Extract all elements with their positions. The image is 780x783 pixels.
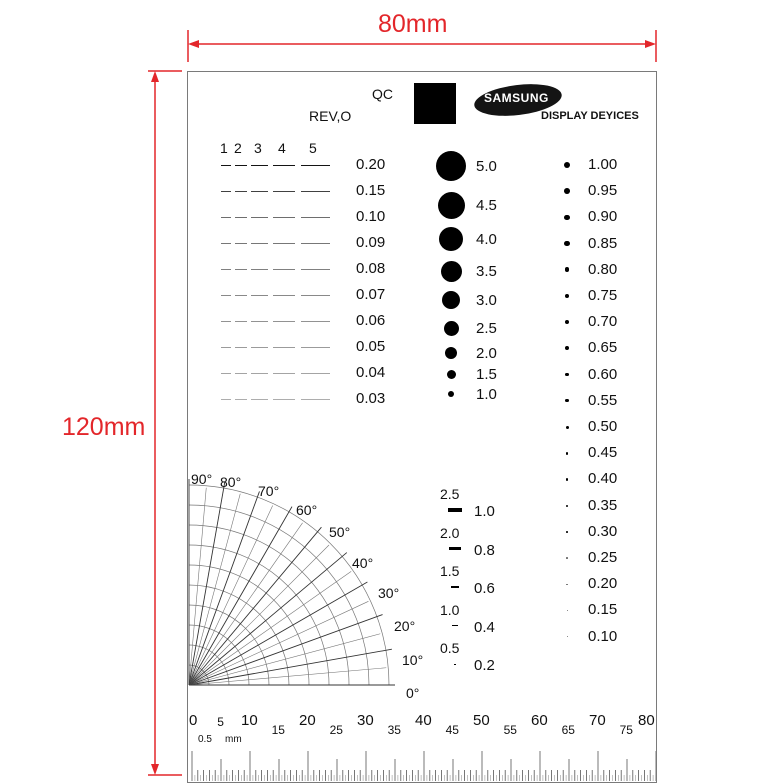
ruler-major-label: 30 — [357, 712, 374, 729]
bar-gauge-bar — [452, 625, 458, 627]
small-dot — [565, 320, 569, 324]
line-gauge-segment — [221, 243, 231, 244]
bar-length-label: 1.0 — [440, 601, 460, 618]
large-dot-label: 2.0 — [476, 345, 497, 362]
line-gauge-segment — [301, 321, 330, 322]
protractor-angle-label: 10° — [402, 652, 424, 668]
line-gauge-segment — [273, 191, 295, 192]
line-gauge-segment — [301, 191, 330, 192]
line-gauge-segment — [235, 191, 247, 192]
protractor-angle-label: 0° — [406, 685, 420, 701]
line-gauge-segment — [221, 269, 231, 270]
small-dot-label: 0.55 — [588, 391, 618, 409]
line-gauge-segment — [221, 373, 231, 374]
ruler-minor-label: 35 — [387, 723, 401, 737]
large-dot — [447, 370, 456, 379]
line-gauge-segment — [273, 373, 295, 374]
ruler-major-label: 10 — [241, 712, 258, 729]
small-dot — [566, 505, 568, 507]
large-dot-label: 3.0 — [476, 292, 497, 309]
ruler-minor-label: 5 — [217, 715, 224, 729]
bar-length-label: 1.5 — [440, 563, 460, 579]
protractor-angle-label: 50° — [329, 524, 351, 540]
line-gauge-segment — [235, 217, 247, 218]
ruler-minor-label: 75 — [619, 723, 633, 737]
ruler-unit-label: mm — [225, 734, 242, 745]
large-dot — [444, 321, 459, 336]
small-dot — [567, 636, 568, 637]
small-dot — [564, 188, 570, 194]
small-dot-label: 0.80 — [588, 260, 618, 278]
small-dot-label: 0.15 — [588, 601, 618, 619]
bar-width-label: 0.8 — [474, 541, 495, 559]
small-dot — [566, 478, 568, 480]
ruler-minor-label: 65 — [561, 723, 575, 737]
ruler-minor-label: 25 — [329, 723, 343, 737]
small-dot-label: 1.00 — [588, 156, 618, 173]
line-gauge-segment — [273, 165, 295, 166]
small-dot — [566, 426, 569, 429]
small-dot-label: 0.65 — [588, 339, 618, 357]
line-gauge-segment — [301, 217, 330, 218]
line-gauge-segment — [235, 321, 247, 322]
brand-subtitle: DISPLAY DEYICES — [541, 110, 639, 122]
line-gauge-segment — [273, 243, 295, 244]
width-dimension-label: 80mm — [378, 10, 448, 38]
small-dot-label: 0.25 — [588, 549, 618, 566]
line-gauge-segment — [301, 399, 330, 400]
line-gauge-segment — [235, 269, 247, 270]
small-dot-label: 0.20 — [588, 575, 618, 593]
bar-gauge-bar — [449, 547, 460, 551]
ruler-major-label: 50 — [473, 712, 490, 729]
small-dot-label: 0.50 — [588, 418, 618, 435]
line-gauge-segment — [221, 165, 231, 166]
height-dimension-label: 120mm — [62, 413, 146, 441]
ruler-minor-label: 55 — [503, 723, 517, 737]
large-dot — [445, 347, 457, 359]
line-gauge-segment — [251, 269, 268, 270]
small-dot-label: 0.10 — [588, 627, 618, 645]
line-gauge-column-header: 2 — [234, 140, 242, 156]
small-dot — [566, 452, 569, 455]
large-dot-label: 1.5 — [476, 366, 497, 383]
line-gauge-column-header: 5 — [309, 140, 317, 156]
line-gauge-segment — [251, 191, 268, 192]
line-gauge-column-header: 3 — [254, 140, 262, 156]
line-gauge-segment — [251, 347, 268, 348]
line-gauge-segment — [251, 243, 268, 244]
line-gauge-segment — [251, 217, 268, 218]
bar-gauge-bar — [448, 508, 462, 513]
small-dot — [566, 531, 568, 533]
large-dot-label: 5.0 — [476, 158, 497, 175]
line-gauge-width-label: 0.08 — [356, 260, 386, 277]
line-gauge-segment — [251, 399, 268, 400]
line-gauge-segment — [221, 321, 231, 322]
line-gauge-width-label: 0.20 — [356, 156, 386, 173]
protractor-chart — [188, 458, 428, 698]
line-gauge-segment — [301, 269, 330, 270]
line-gauge-width-label: 0.06 — [356, 312, 386, 329]
ruler-major-label: 40 — [415, 712, 432, 729]
line-gauge-segment — [221, 399, 231, 400]
line-gauge-segment — [235, 243, 247, 244]
revision-label: REV,O — [309, 108, 352, 124]
bar-length-label: 2.0 — [440, 524, 460, 541]
large-dot — [438, 192, 465, 219]
protractor-ray — [189, 494, 240, 685]
ruler-minor-label: 15 — [271, 723, 285, 737]
protractor-angle-label: 70° — [258, 483, 280, 499]
line-gauge-width-label: 0.10 — [356, 208, 386, 225]
line-gauge-segment — [235, 295, 247, 296]
small-dot-label: 0.70 — [588, 313, 618, 331]
line-gauge-segment — [301, 347, 330, 348]
line-gauge-segment — [273, 321, 295, 322]
line-gauge-segment — [301, 373, 330, 374]
bar-gauge-bar — [451, 586, 459, 589]
small-dot-label: 0.30 — [588, 522, 618, 540]
qc-stamp-box — [414, 83, 456, 124]
protractor-ray — [189, 634, 380, 685]
small-dot — [565, 373, 569, 377]
line-gauge-segment — [273, 399, 295, 400]
bar-length-label: 2.5 — [440, 486, 460, 502]
line-gauge-segment — [251, 165, 268, 166]
ruler-major-label: 70 — [589, 712, 606, 729]
bar-width-label: 1.0 — [474, 503, 495, 520]
ruler-minor-label: 45 — [445, 723, 459, 737]
line-gauge-width-label: 0.03 — [356, 390, 386, 407]
bar-width-label: 0.2 — [474, 657, 495, 674]
protractor-angle-label: 60° — [296, 502, 318, 518]
line-gauge-width-label: 0.04 — [356, 364, 386, 381]
large-dot — [448, 391, 454, 397]
protractor-angle-label: 90° — [191, 471, 213, 487]
line-gauge-width-label: 0.07 — [356, 286, 386, 303]
ruler-major-label: 60 — [531, 712, 548, 729]
line-gauge-segment — [273, 217, 295, 218]
small-dot-label: 0.35 — [588, 496, 618, 514]
line-gauge-segment — [301, 165, 330, 166]
large-dot — [442, 291, 460, 309]
line-gauge-segment — [221, 191, 231, 192]
small-dot — [566, 557, 568, 559]
large-dot — [439, 227, 463, 251]
line-gauge-segment — [235, 373, 247, 374]
line-gauge-segment — [301, 243, 330, 244]
large-dot — [441, 261, 462, 282]
line-gauge-segment — [221, 217, 231, 218]
line-gauge-width-label: 0.05 — [356, 338, 386, 355]
small-dot-label: 0.95 — [588, 182, 618, 200]
line-gauge-segment — [273, 295, 295, 296]
bar-gauge-bar — [454, 664, 457, 665]
line-gauge-segment — [235, 399, 247, 400]
line-gauge-segment — [221, 347, 231, 348]
line-gauge-segment — [251, 295, 268, 296]
inspection-card — [187, 71, 657, 783]
small-dot — [566, 584, 567, 585]
large-dot-label: 4.0 — [476, 231, 497, 248]
line-gauge-segment — [301, 295, 330, 296]
small-dot-label: 0.75 — [588, 287, 618, 304]
small-dot — [565, 294, 570, 299]
ruler-major-label: 80 — [638, 712, 655, 729]
small-dot-label: 0.85 — [588, 234, 618, 252]
line-gauge-segment — [273, 269, 295, 270]
ruler-subdivision-label: 0.5 — [198, 734, 212, 745]
large-dot-label: 4.5 — [476, 197, 497, 214]
line-gauge-segment — [235, 347, 247, 348]
line-gauge-width-label: 0.15 — [356, 182, 386, 199]
large-dot-label: 3.5 — [476, 263, 497, 280]
large-dot — [436, 151, 466, 181]
small-dot — [567, 610, 568, 611]
small-dot — [565, 399, 568, 402]
protractor-ray — [189, 601, 368, 685]
protractor-angle-label: 40° — [352, 555, 374, 571]
small-dot-label: 0.40 — [588, 470, 618, 488]
line-gauge-width-label: 0.09 — [356, 234, 386, 251]
large-dot-label: 2.5 — [476, 320, 497, 337]
small-dot — [565, 346, 569, 350]
small-dot — [564, 215, 569, 220]
large-dot-label: 1.0 — [476, 386, 497, 403]
line-gauge-segment — [221, 295, 231, 296]
line-gauge-segment — [235, 165, 247, 166]
line-gauge-segment — [251, 321, 268, 322]
protractor-ray — [189, 506, 273, 685]
mm-ruler — [188, 722, 656, 782]
small-dot — [564, 162, 570, 168]
line-gauge-segment — [251, 373, 268, 374]
ruler-major-label: 0 — [189, 712, 198, 729]
samsung-logo-text: SAMSUNG — [484, 91, 549, 105]
bar-width-label: 0.4 — [474, 618, 495, 636]
bar-length-label: 0.5 — [440, 640, 460, 656]
small-dot-label: 0.45 — [588, 444, 618, 462]
small-dot-label: 0.90 — [588, 208, 618, 226]
protractor-angle-label: 80° — [220, 474, 242, 490]
small-dot — [564, 241, 569, 246]
protractor-angle-label: 20° — [394, 618, 416, 634]
qc-label: QC — [372, 86, 393, 102]
line-gauge-column-header: 4 — [278, 140, 286, 156]
ruler-major-label: 20 — [299, 712, 316, 729]
line-gauge-column-header: 1 — [220, 140, 228, 156]
small-dot-label: 0.60 — [588, 365, 618, 383]
line-gauge-segment — [273, 347, 295, 348]
protractor-angle-label: 30° — [378, 585, 400, 601]
small-dot — [565, 267, 570, 272]
bar-width-label: 0.6 — [474, 580, 495, 597]
